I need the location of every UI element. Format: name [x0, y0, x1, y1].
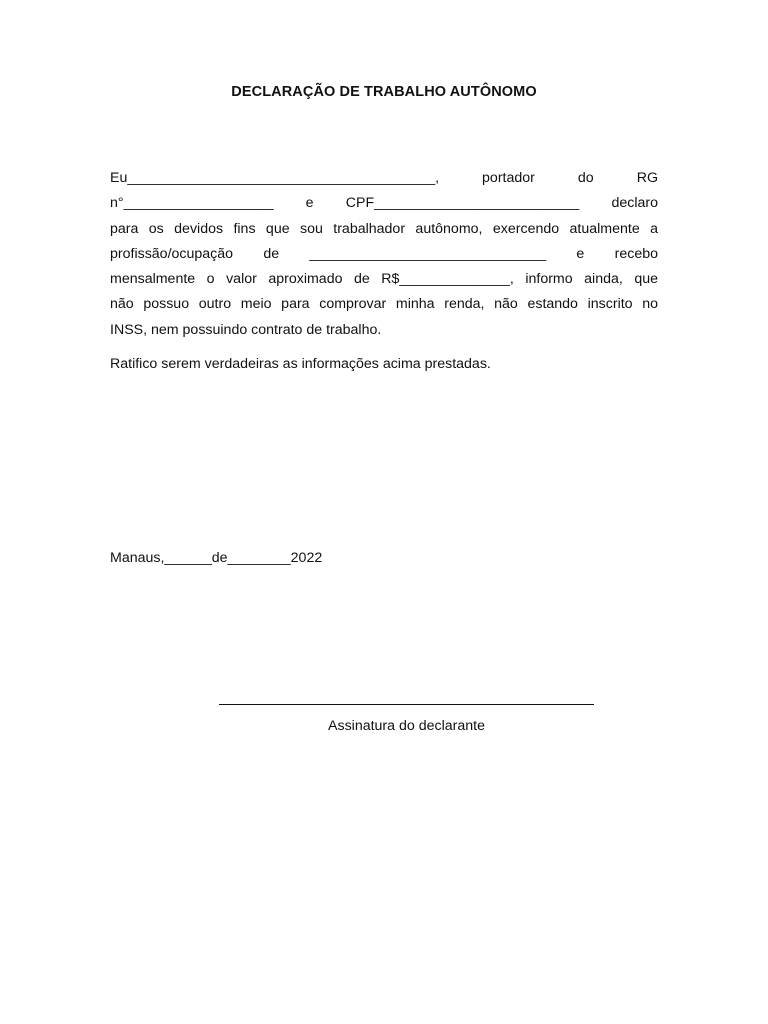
signature-line [219, 704, 594, 705]
place-date-line: Manaus,______de________2022 [110, 550, 323, 566]
declaration-paragraph [110, 166, 658, 343]
paragraph-line: INSS, nem possuindo contrato de trabalho. [110, 321, 382, 338]
paragraph-line: não possuo outro meio para comprovar minha renda, não estando inscrito no [110, 296, 658, 313]
document-title: DECLARAÇÃO DE TRABALHO AUTÔNOMO [231, 84, 537, 100]
paragraph-line: profissão/ocupação de ______________________________ e recebo [110, 245, 658, 262]
signature-label: Assinatura do declarante [328, 718, 485, 734]
paragraph-line: mensalmente o valor aproximado de R$______________, informo ainda, que [110, 271, 658, 288]
paragraph-line: para os devidos fins que sou trabalhador autônomo, exercendo atualmente a [110, 220, 658, 237]
paragraph-line: Eu_______________________________________, portador do RG [110, 170, 658, 186]
ratification-text: Ratifico serem verdadeiras as informações acima prestadas. [110, 356, 491, 372]
paragraph-line: n°___________________ e CPF__________________________ declaro [110, 195, 658, 212]
